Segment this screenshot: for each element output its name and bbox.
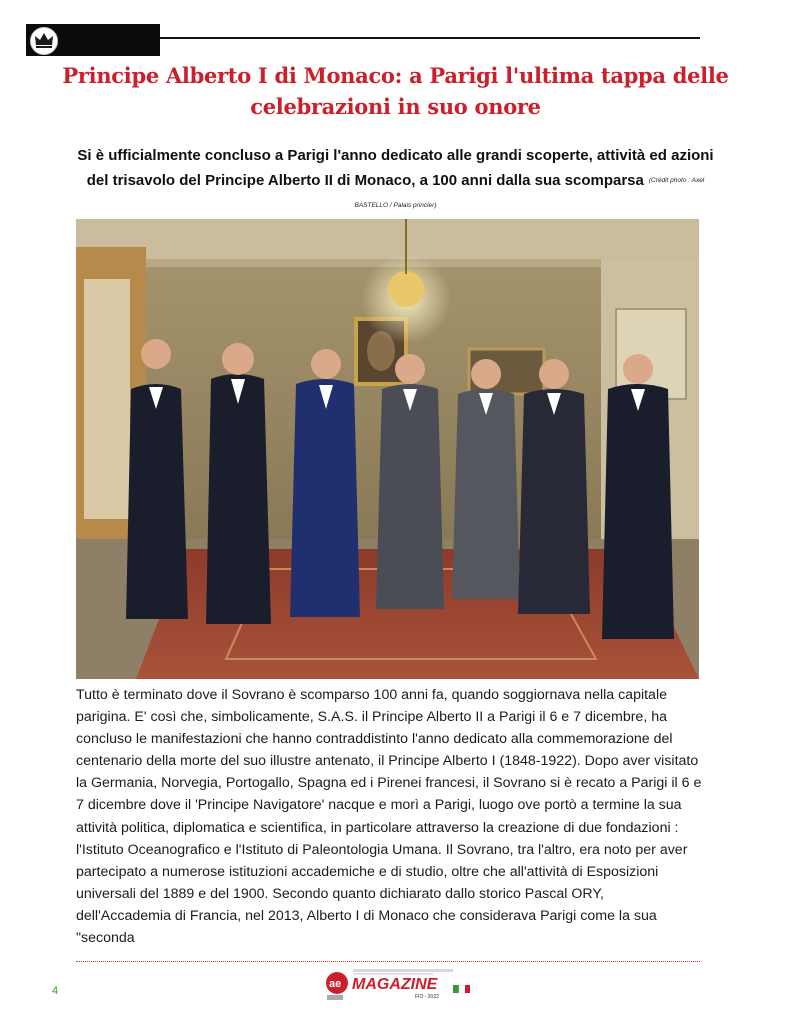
- logo-prefix: ae: [329, 978, 342, 990]
- article-subtitle: [74, 143, 717, 218]
- photo-credit: (Crédit photo : Axel BASTELLO / Palais princier): [354, 177, 705, 209]
- crown-icon: [30, 27, 58, 55]
- header-rule: [160, 37, 700, 39]
- article-body: Tutto è terminato dove il Sovrano è scomparso 100 anni fa, quando soggiornava nella capitale parigina. E' così che, simbolicamente, S.A.S. il Principe Alberto II a Parigi il 6 e 7 dicembre, ha concluso le manifestazioni che hanno contraddistinto l'anno dedicato alla commemorazione del centenario della morte del suo illustre antenato, il Principe Alberto I (1848-1922). Dopo aver visitato la Germania, Norvegia, Portogallo, Spagna ed i Pirenei francesi, il Sovrano si è recato a Parigi il 6 e 7 dicembre dove il 'Principe Navigatore' nacque e morì a Parigi, luogo ove portò a termine la sua attività politica, diplomatica e scientifica, in particolare attraverso la creazione di due fondazioni : l'Istituto Oceanografico e l'Istituto di Paleontologia Umana. Il Sovrano, tra l'altro, era noto per aver partecipato a numerose istituzioni accademiche e di studio, oltre che all'attività di Esposizioni universali del 1889 e del 1900. Secondo quanto dichiarato dallo storico Pascal ORY, dell'Accademia di Francia, nel 2013, Alberto I di Monaco che considerava Parigi come la sua "seconda: [76, 687, 702, 947]
- article-title: Principe Alberto I di Monaco: a Parigi l'ultima tappa delle celebrazioni in suo onore: [62, 63, 729, 119]
- magazine-logo: [325, 965, 470, 1001]
- group-photo: [76, 219, 699, 679]
- subtitle-text: Si è ufficialmente concluso a Parigi l'anno dedicato alle grandi scoperte, attività ed azioni del trisavolo del Principe Alberto II di Monaco, a 100 anni dalla sua scomparsa: [77, 147, 714, 189]
- logo-word: MAGAZINE: [352, 976, 438, 993]
- logo-small-text: FIO - 2022: [415, 994, 439, 1000]
- footer-divider: [76, 961, 700, 962]
- page-number: 4: [52, 985, 59, 997]
